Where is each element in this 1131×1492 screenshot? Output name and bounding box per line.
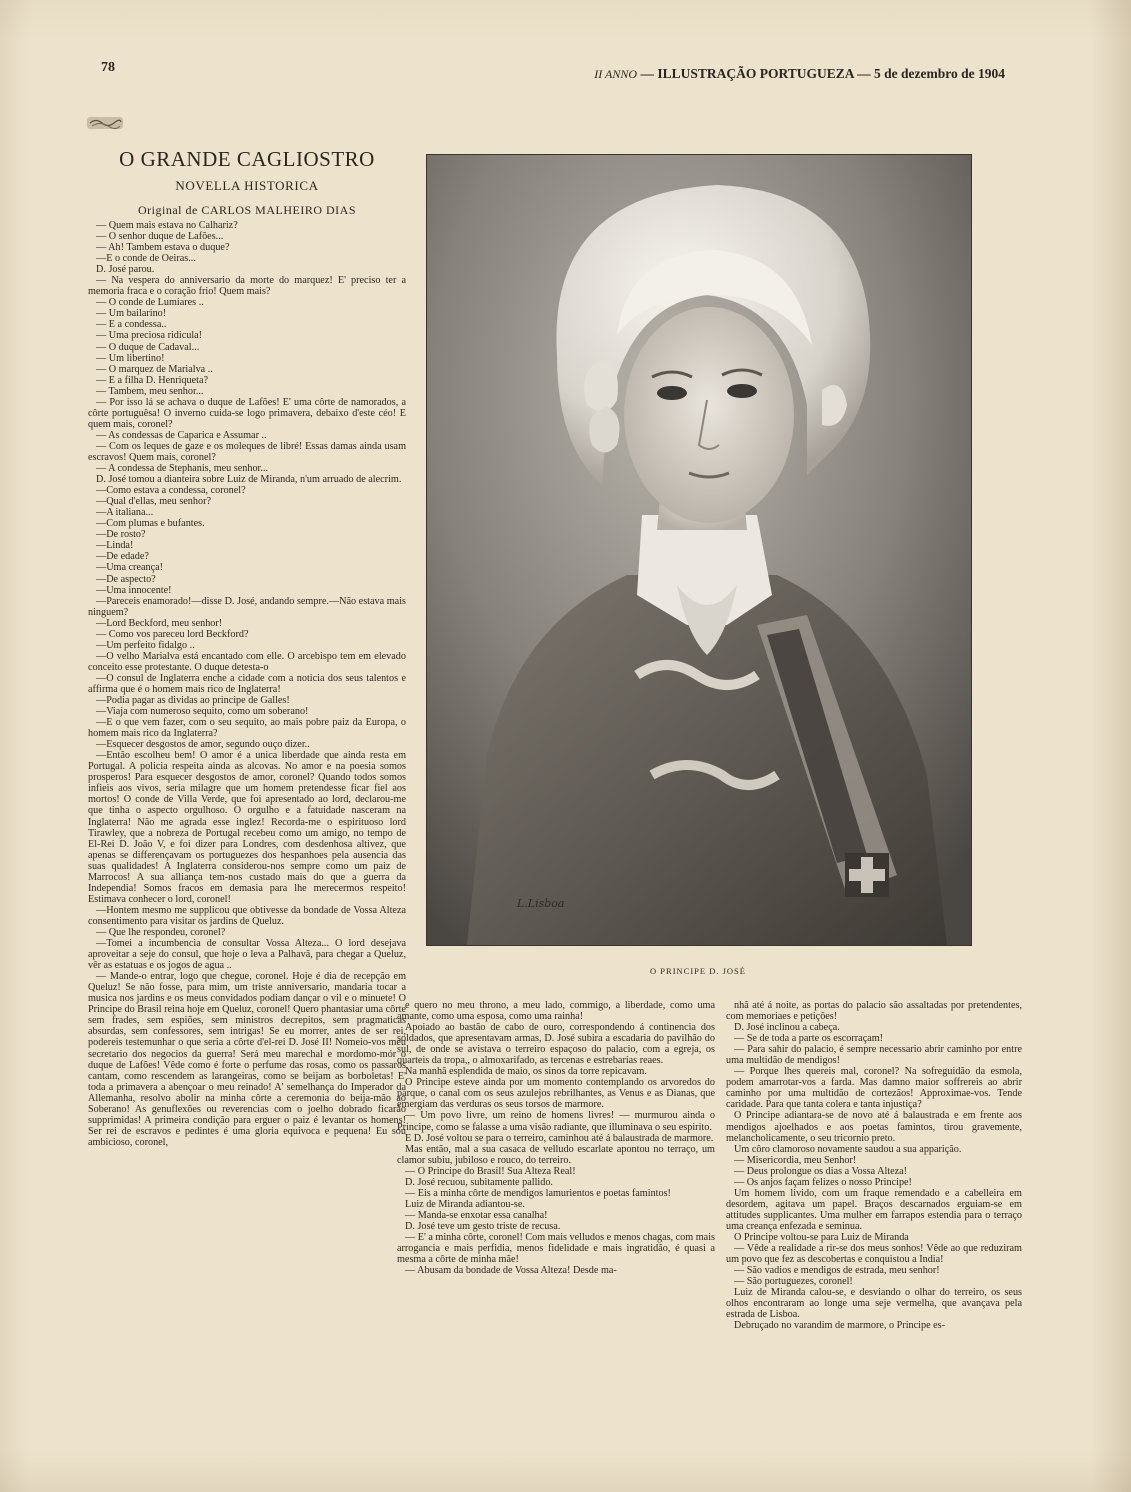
paragraph: O Principe adiantara-se de novo até á balaustrada e em frente aos mendigos ajoelhados e aos poetas famintos, tirou gravemente, melancholicamente, o seu tricornio preto. <box>726 1110 1022 1144</box>
paragraph: e quero no meu throno, a meu lado, commigo, a liberdade, como uma amante, como uma esposa, como uma rainha! <box>397 1000 715 1023</box>
portrait-caption: O PRINCIPE D. JOSÉ <box>650 966 746 976</box>
running-header <box>594 66 1005 82</box>
artist-signature: L.Lisboa <box>517 897 565 910</box>
paragraph: —Como estava a condessa, coronel? <box>96 485 246 497</box>
paragraph: — Abusam da bondade de Vossa Alteza! Desde ma- <box>405 1265 617 1277</box>
paragraph: — Quem mais estava no Calhariz? <box>96 220 238 231</box>
paragraph: Mas então, mal a sua casaca de velludo escarlate apontou no terraço, um clamor subiu, jubiloso e rouco, do terreiro. <box>397 1143 715 1166</box>
paragraph: —Um perfeito fidalgo .. <box>96 639 195 651</box>
portrait-illustration <box>426 154 972 946</box>
paragraph: — Tambem, meu senhor... <box>96 385 204 397</box>
paragraph: — As condessas de Caparica e Assumar .. <box>96 429 267 441</box>
paragraph: — Porque lhes quereis mal, coronel? Na sofreguidão da esmola, podem amarrotar-vos a farda. Mas damno maior soffrereis ao abrir caminho por uma multidão de cortezãos! Approximae-vos. Tende caridade. Para que tanta colera e tanta injustiça? <box>726 1066 1022 1111</box>
paragraph: —A italiana... <box>96 507 154 519</box>
paragraph: — Misericordia, meu Senhor! <box>734 1154 857 1166</box>
paragraph: D. José inclinou a cabeça. <box>734 1022 840 1034</box>
paragraph: —Uma innocente! <box>96 584 172 596</box>
article-subtitle: NOVELLA HISTORICA <box>175 178 319 193</box>
paragraph: —Esquecer desgostos de amor, segundo ouço dizer.. <box>96 739 310 751</box>
paragraph: —Tomei a incumbencia de consultar Vossa Alteza... O lord desejava aproveitar a seje do consul, que hoje o leva a Palhavã, para chegar a Queluz, vêr as estatuas e os jogos de agua .. <box>88 938 406 972</box>
paragraph: — O Principe do Brasil! Sua Alteza Real! <box>405 1165 576 1177</box>
paragraph: — Deus prolongue os dias a Vossa Alteza! <box>734 1165 908 1177</box>
paragraph: — Com os leques de gaze e os moleques de libré! Essas damas ainda usam escravos! Quem mais, coronel? <box>88 440 406 463</box>
paragraph: — Um bailarino! <box>96 308 167 320</box>
paragraph: — O conde de Lumiares .. <box>96 297 204 309</box>
paragraph: — Eis a minha côrte de mendigos lamurientos e poetas famintos! <box>405 1187 671 1199</box>
decorative-vignette-icon <box>86 114 124 132</box>
paragraph: Na manhã esplendida de maio, os sinos da torre repicavam. <box>405 1066 647 1078</box>
paragraph: — São portuguezes, coronel! <box>734 1276 853 1288</box>
paragraph: — Vêde a realidade a rir-se dos meus sonhos! Vêde ao que reduziram um povo que fez as descobertas e conquistou a India! <box>726 1243 1022 1266</box>
article-heading <box>92 147 402 218</box>
header-year: II ANNO <box>594 67 638 81</box>
paragraph: — Na vespera do anniversario da morte do marquez! E' preciso ter a memoria fraca e o coração frio! Quem mais? <box>88 275 406 298</box>
paragraph: — Manda-se enxotar essa canalha! <box>405 1209 548 1221</box>
paragraph: — Os anjos façam felizes o nosso Principe! <box>734 1176 912 1188</box>
page-number: 78 <box>101 60 115 75</box>
header-date: 5 de dezembro de 1904 <box>874 66 1005 81</box>
paragraph: — Que lhe respondeu, coronel? <box>96 927 226 938</box>
paragraph: D. José recuou, subitamente pallido. <box>405 1176 553 1188</box>
paragraph: Luiz de Miranda calou-se, e desviando o olhar do terreiro, os seus olhos encontraram ao longe uma seje vermelha, que avançava pela estrada de Lisboa. <box>726 1287 1022 1321</box>
paragraph: —De rosto? <box>96 529 146 541</box>
article-byline: Original de CARLOS MALHEIRO DIAS <box>138 203 356 217</box>
portrait-drawing <box>427 155 971 945</box>
paragraph: —Então escolheu bem! O amor é a unica liberdade que ainda resta em Portugal. A policia respeita ainda as alcovas. No amor e na poesia somos prosperos! Para esquecer desgostos de amor, coronel? Quando todos somos infieis aos vivos, seria milagre que um homem pretendesse ficar fiel aos mortos! O conde de Villa Verde, que foi apresentado ao lord, declarou-me que tinha o aspecto orgulhoso. O orgulho e a fatuidade nasceram na Inglaterra! Não me agrada esse inglez! Recorda-me o espirituoso lord Tirawley, que a nobreza de Portugal recebeu como um amigo, no tempo de El-Rei D. João V, e foi dizer para Londres, com desdenhosa altivez, que apenas se differençavam os portuguezes dos hespanhoes pela ausencia das suas qualidades! A Inglaterra considerou-nos sempre como um paiz de Marrocos! A sua alliança tem-nos custado mais do que a guerra da Independia! Somos fracos em demasia para lhe merecermos respeito! Estimava conhecer o lord, coronel! <box>88 750 406 905</box>
paragraph: —E o conde de Oeiras... <box>96 253 196 265</box>
text-column-left <box>88 220 406 1148</box>
paragraph: — O duque de Cadaval... <box>96 341 200 353</box>
paragraph: — Um libertino! <box>96 352 165 364</box>
paragraph: —Linda! <box>96 540 134 552</box>
paragraph: — E' a minha côrte, coronel! Com mais velludos e menos chagas, com mais arrogancia e mais perfidia, menos fidelidade e mais ingratidão, é quasi a mesma a côrte de minha mãe! <box>397 1231 715 1266</box>
paragraph: — A condessa de Stephanis, meu senhor... <box>96 463 269 475</box>
paragraph: Apoiado ao bastão de cabo de ouro, correspondendo á continencia dos soldados, que apresentavam armas, D. José subira a escadaria do pavilhão do sul, de onde se avistava o terreiro espaçoso do palacio, com a egreja, os quarteis da tropa,, o almoxarifado, as tercenas e estrebarias reaes. <box>397 1022 715 1067</box>
paragraph: — Uma preciosa ridicula! <box>96 330 203 342</box>
paragraph: —Hontem mesmo me supplicou que obtivesse da bondade de Vossa Alteza consentimento para visitar os jardins de Queluz. <box>88 904 406 927</box>
paragraph: D. José tomou a dianteira sobre Luiz de Miranda, n'um arruado de alecrim. <box>96 474 402 486</box>
paragraph: E D. José voltou se para o terreiro, caminhou até á balaustrada de marmore. <box>405 1132 714 1144</box>
paragraph: — E a filha D. Henriqueta? <box>96 374 209 386</box>
paragraph: — Mande-o entrar, logo que chegue, coronel. Hoje é dia de recepção em Queluz! Se não fosse, para mim, um triste anniversario, mandaria tocar a musica nos jardins e os meus convidados podiam dançar o vil e o minuete! O Principe do Brasil reina hoje em Queluz, coronel! Quero phantasiar uma côrte sem frades, sem espiões, sem ministros decrepitos, sem pragmaticas absurdas, sem confessores, sem intrigas! Se eu morrer, antes de ser rei, podereis testemunhar o que seria a côrte d'el-rei D. José II! Nomeio-vos meu secretario dos negocios da guerra! Será meu marechal e mordomo-mór o duque de Lafões! Vêde como é forte o perfume das rosas, como os passaros cantam, como rescendem as larangeiras, como se beijam as borboletas! E' toda a primavera a abençoar o meu reinado! A' semelhança do Imperador da Allemanha, resolvo abolir na minha côrte a ceremonia do beija-mão ao Soberano! As genuflexões ou reverencias com o joelho dobrado ficarão supprimidas! A primeira condição para erguer o paiz é levantar os homens! Ser rei de escravos e pedintes é uma gloria equivoca e pequena! Eu sou ambicioso, coronel, <box>88 971 406 1148</box>
paragraph: — Para sahir do palacio, é sempre necessario abrir caminho por entre uma multidão de mendigos! <box>726 1044 1022 1067</box>
paragraph: — Por isso lá se achava o duque de Lafões! E' uma côrte de namorados, a côrte portuguêsa! O inverno cuida-se logo primavera, debaixo d'este céo! E quem mais, coronel? <box>88 396 406 430</box>
paragraph: —O consul de Inglaterra enche a cidade com a noticia dos seus talentos e affirma que é o homem mais rico de Inglaterra! <box>88 672 406 695</box>
header-separator: — <box>853 66 874 81</box>
paragraph: Luiz de Miranda adiantou-se. <box>405 1198 525 1210</box>
paragraph: — O senhor duque de Lafões... <box>96 231 224 243</box>
text-column-right <box>726 1000 1022 1331</box>
paragraph: — E a condessa.. <box>96 319 167 331</box>
paragraph: Debruçado no varandim de marmore, o Principe es- <box>734 1320 946 1332</box>
paragraph: —Com plumas e bufantes. <box>96 518 205 530</box>
paragraph: —De aspecto? <box>96 573 156 585</box>
paragraph: Um côro clamoroso novamente saudou a sua apparição. <box>734 1143 962 1155</box>
paragraph: O Principe voltou-se para Luiz de Miranda <box>734 1231 909 1243</box>
paragraph: — Um povo livre, um reino de homens livres! — murmurou ainda o Principe, como se falasse a uma visão radiante, que illuminava o seu espirito. <box>397 1110 715 1133</box>
paragraph: — Se de toda a parte os escorraçam! <box>734 1033 884 1045</box>
paragraph: — O marquez de Marialva .. <box>96 363 213 375</box>
paragraph: — Como vos pareceu lord Beckford? <box>96 628 249 640</box>
header-separator: — <box>637 66 658 81</box>
paragraph: —O velho Marialva está encantado com elle. O arcebispo tem em elevado conceito esse protestante. O duque detesta-o <box>88 650 406 673</box>
paragraph: —Lord Beckford, meu senhor! <box>96 617 223 629</box>
paragraph: Um homem livido, com um fraque remendado e a cabelleira em desordem, agitava um papel. Braços descarnados erguiam-se em attitudes supplicantes. Uma mulher em farrapos estendia para o terraço uma creança enfezada e seminua. <box>726 1187 1022 1232</box>
header-publication: ILLUSTRAÇÃO PORTUGUEZA <box>657 66 854 81</box>
article-title: O GRANDE CAGLIOSTRO <box>119 147 375 171</box>
paragraph: —Pareceis enamorado!—disse D. José, andando sempre.—Não estava mais ninguem? <box>88 595 406 618</box>
paragraph: — Ah! Tambem estava o duque? <box>96 242 230 254</box>
paragraph: —Uma creança! <box>96 562 164 574</box>
paragraph: O Principe esteve ainda por um momento contemplando os arvoredos do parque, o canal com os seus azulejos rebrilhantes, as Venus e as Dianas, que emergiam das verduras os seus torsos de marmore. <box>397 1077 715 1111</box>
paragraph: D. José parou. <box>96 264 155 276</box>
paragraph: —Podia pagar as dividas ao principe de Galles! <box>96 695 290 707</box>
paragraph: —De edade? <box>96 551 149 563</box>
paragraph: —Qual d'ellas, meu senhor? <box>96 496 211 508</box>
paragraph: —E o que vem fazer, com o seu sequito, ao mais pobre paiz da Europa, o homem mais rico da Inglaterra? <box>88 717 406 740</box>
paragraph: nhã até á noite, as portas do palacio são assaltadas por pretendentes, com memoriaes e petições! <box>726 1000 1022 1023</box>
paragraph: —Viaja com numeroso sequito, como um soberano! <box>96 706 309 718</box>
paragraph: — São vadios e mendigos de estrada, meu senhor! <box>734 1265 940 1277</box>
paragraph: D. José teve um gesto triste de recusa. <box>405 1220 561 1232</box>
text-column-middle <box>397 1000 715 1276</box>
